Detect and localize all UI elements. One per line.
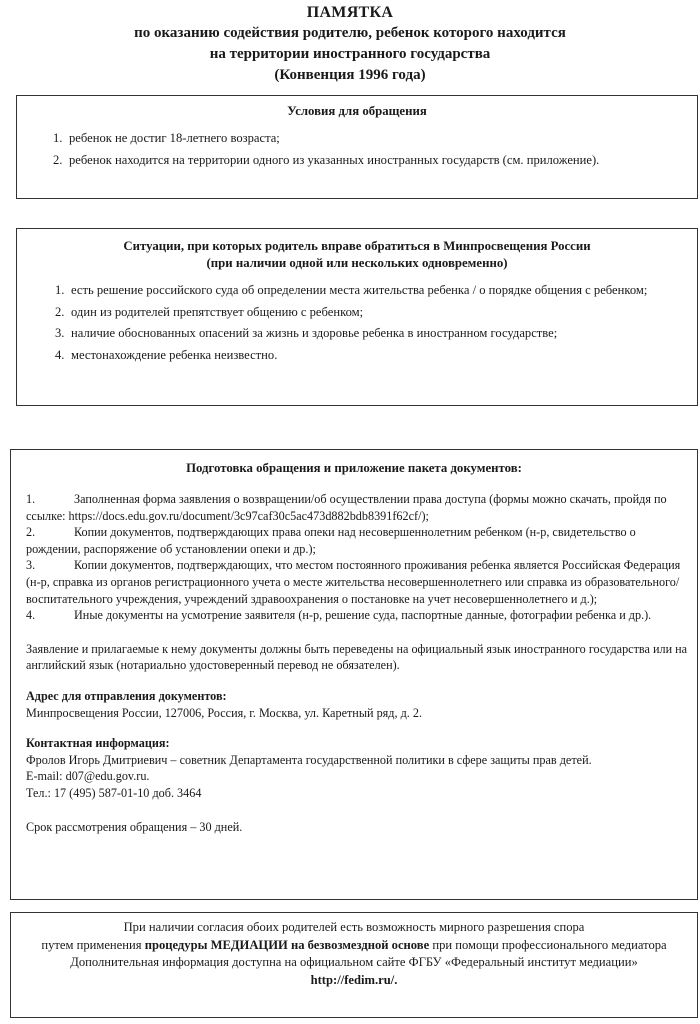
list-item-text: Копии документов, подтверждающих, что местом постоянного проживания ребенка является Российская Федерация (н-р, справка из органов регистрационного учета о месте жительства несовершеннолетнего или справка из образовательного/воспитательного учреждения, учреждений здравоохранения о постановке на учет несовершеннолетнего и д.); xyxy=(26,558,681,606)
mediation-box xyxy=(10,912,698,1018)
mediation-line-1: При наличии согласия обоих родителей есть возможность мирного разрешения спора xyxy=(123,920,585,934)
list-item xyxy=(11,491,691,524)
situations-heading-line-1: Ситуации, при которых родитель вправе обратиться в Минпросвещения России xyxy=(123,239,591,253)
list-item-number: 2. xyxy=(55,304,65,319)
list-item xyxy=(11,557,691,607)
list-item-text: ребенок находится на территории одного из указанных иностранных государств (см. приложение). xyxy=(69,152,600,167)
list-item xyxy=(17,152,697,170)
mediation-link[interactable]: http://fedim.ru/. xyxy=(310,972,398,987)
list-item-text: наличие обоснованных опасений за жизнь и здоровье ребенка в иностранном государстве; xyxy=(71,326,558,340)
list-item-text: ребенок не достиг 18-летнего возраста; xyxy=(69,131,280,145)
address-heading: Адрес для отправления документов: xyxy=(26,688,227,703)
title-line-1: ПАМЯТКА xyxy=(306,4,394,21)
list-item xyxy=(11,607,691,624)
list-item-text: Заполненная форма заявления о возвращении/об осуществлении права доступа (формы можно скачать, пройдя по ссылке: https://docs.edu.gov.ru/document/3c97caf30c5ac473d882bdb8391f62cf/); xyxy=(26,492,667,523)
list-item xyxy=(17,130,697,148)
preparation-heading: Подготовка обращения и приложение пакета документов: xyxy=(186,461,522,475)
contact-phone: Тел.: 17 (495) 587-01-10 доб. 3464 xyxy=(26,785,202,800)
mediation-line-3: Дополнительная информация доступна на официальном сайте ФГБУ «Федеральный институт медиации» xyxy=(70,955,638,970)
list-item xyxy=(11,524,691,557)
list-item xyxy=(17,347,697,365)
list-item-number: 1. xyxy=(55,283,65,297)
mediation-line-2-pre: путем применения xyxy=(41,937,145,952)
list-item-text: Копии документов, подтверждающих права опеки над несовершеннолетним ребенком (н-р, свидетельство о рождении, распоряжение об установлении опеки и др.); xyxy=(26,525,636,556)
mediation-emphasis: процедуры МЕДИАЦИИ на безвозмездной основе xyxy=(144,937,430,952)
contact-email[interactable]: E-mail: d07@edu.gov.ru. xyxy=(26,769,150,784)
list-item-number: 3. xyxy=(26,558,36,573)
contact-person: Фролов Игорь Дмитриевич – советник Департамента государственной политики в сфере защиты прав детей. xyxy=(26,752,592,767)
list-item-number: 1. xyxy=(53,131,63,145)
list-item-text: один из родителей препятствует общению с ребенком; xyxy=(71,304,364,319)
document-title xyxy=(0,0,700,92)
review-period: Срок рассмотрения обращения – 30 дней. xyxy=(26,819,243,834)
list-item-number: 3. xyxy=(55,326,65,340)
situations-list xyxy=(17,282,697,364)
list-item-number: 2. xyxy=(53,152,63,167)
mediation-line-2-post: при помощи профессионального медиатора xyxy=(429,937,667,952)
list-item-text: есть решение российского суда об определении места жительства ребенка / о порядке общения с ребенком; xyxy=(71,283,648,297)
conditions-list xyxy=(17,130,697,169)
conditions-heading: Условия для обращения xyxy=(287,104,427,118)
mediation-line-2 xyxy=(11,937,697,955)
translation-note: Заявление и прилагаемые к нему документы должны быть переведены на официальный язык иностранного государства или на английский язык (нотариально удостоверенный перевод не обязателен). xyxy=(26,641,688,673)
situations-heading xyxy=(17,238,697,272)
list-item-text: местонахождение ребенка неизвестно. xyxy=(71,347,278,362)
situations-box xyxy=(16,228,698,406)
contact-heading: Контактная информация: xyxy=(26,736,170,751)
preparation-box xyxy=(10,449,698,900)
list-item xyxy=(17,282,697,300)
conditions-box xyxy=(16,95,698,199)
preparation-list xyxy=(11,491,697,624)
list-item-number: 1. xyxy=(26,492,36,506)
address-text: Минпросвещения России, 127006, Россия, г. Москва, ул. Каретный ряд, д. 2. xyxy=(26,705,423,720)
list-item-text: Иные документы на усмотрение заявителя (н-р, решение суда, паспортные данные, фотографии ребенка и др.). xyxy=(74,608,652,623)
title-line-2: по оказанию содействия родителю, ребенок которого находится xyxy=(134,25,566,41)
list-item-number: 4. xyxy=(26,608,36,623)
list-item xyxy=(17,325,697,343)
title-line-4: (Конвенция 1996 года) xyxy=(274,67,426,83)
list-item xyxy=(17,304,697,322)
list-item-number: 2. xyxy=(26,525,36,540)
situations-heading-line-2: (при наличии одной или нескольких одновременно) xyxy=(206,256,508,270)
list-item-number: 4. xyxy=(55,347,65,362)
title-line-3: на территории иностранного государства xyxy=(209,46,491,62)
